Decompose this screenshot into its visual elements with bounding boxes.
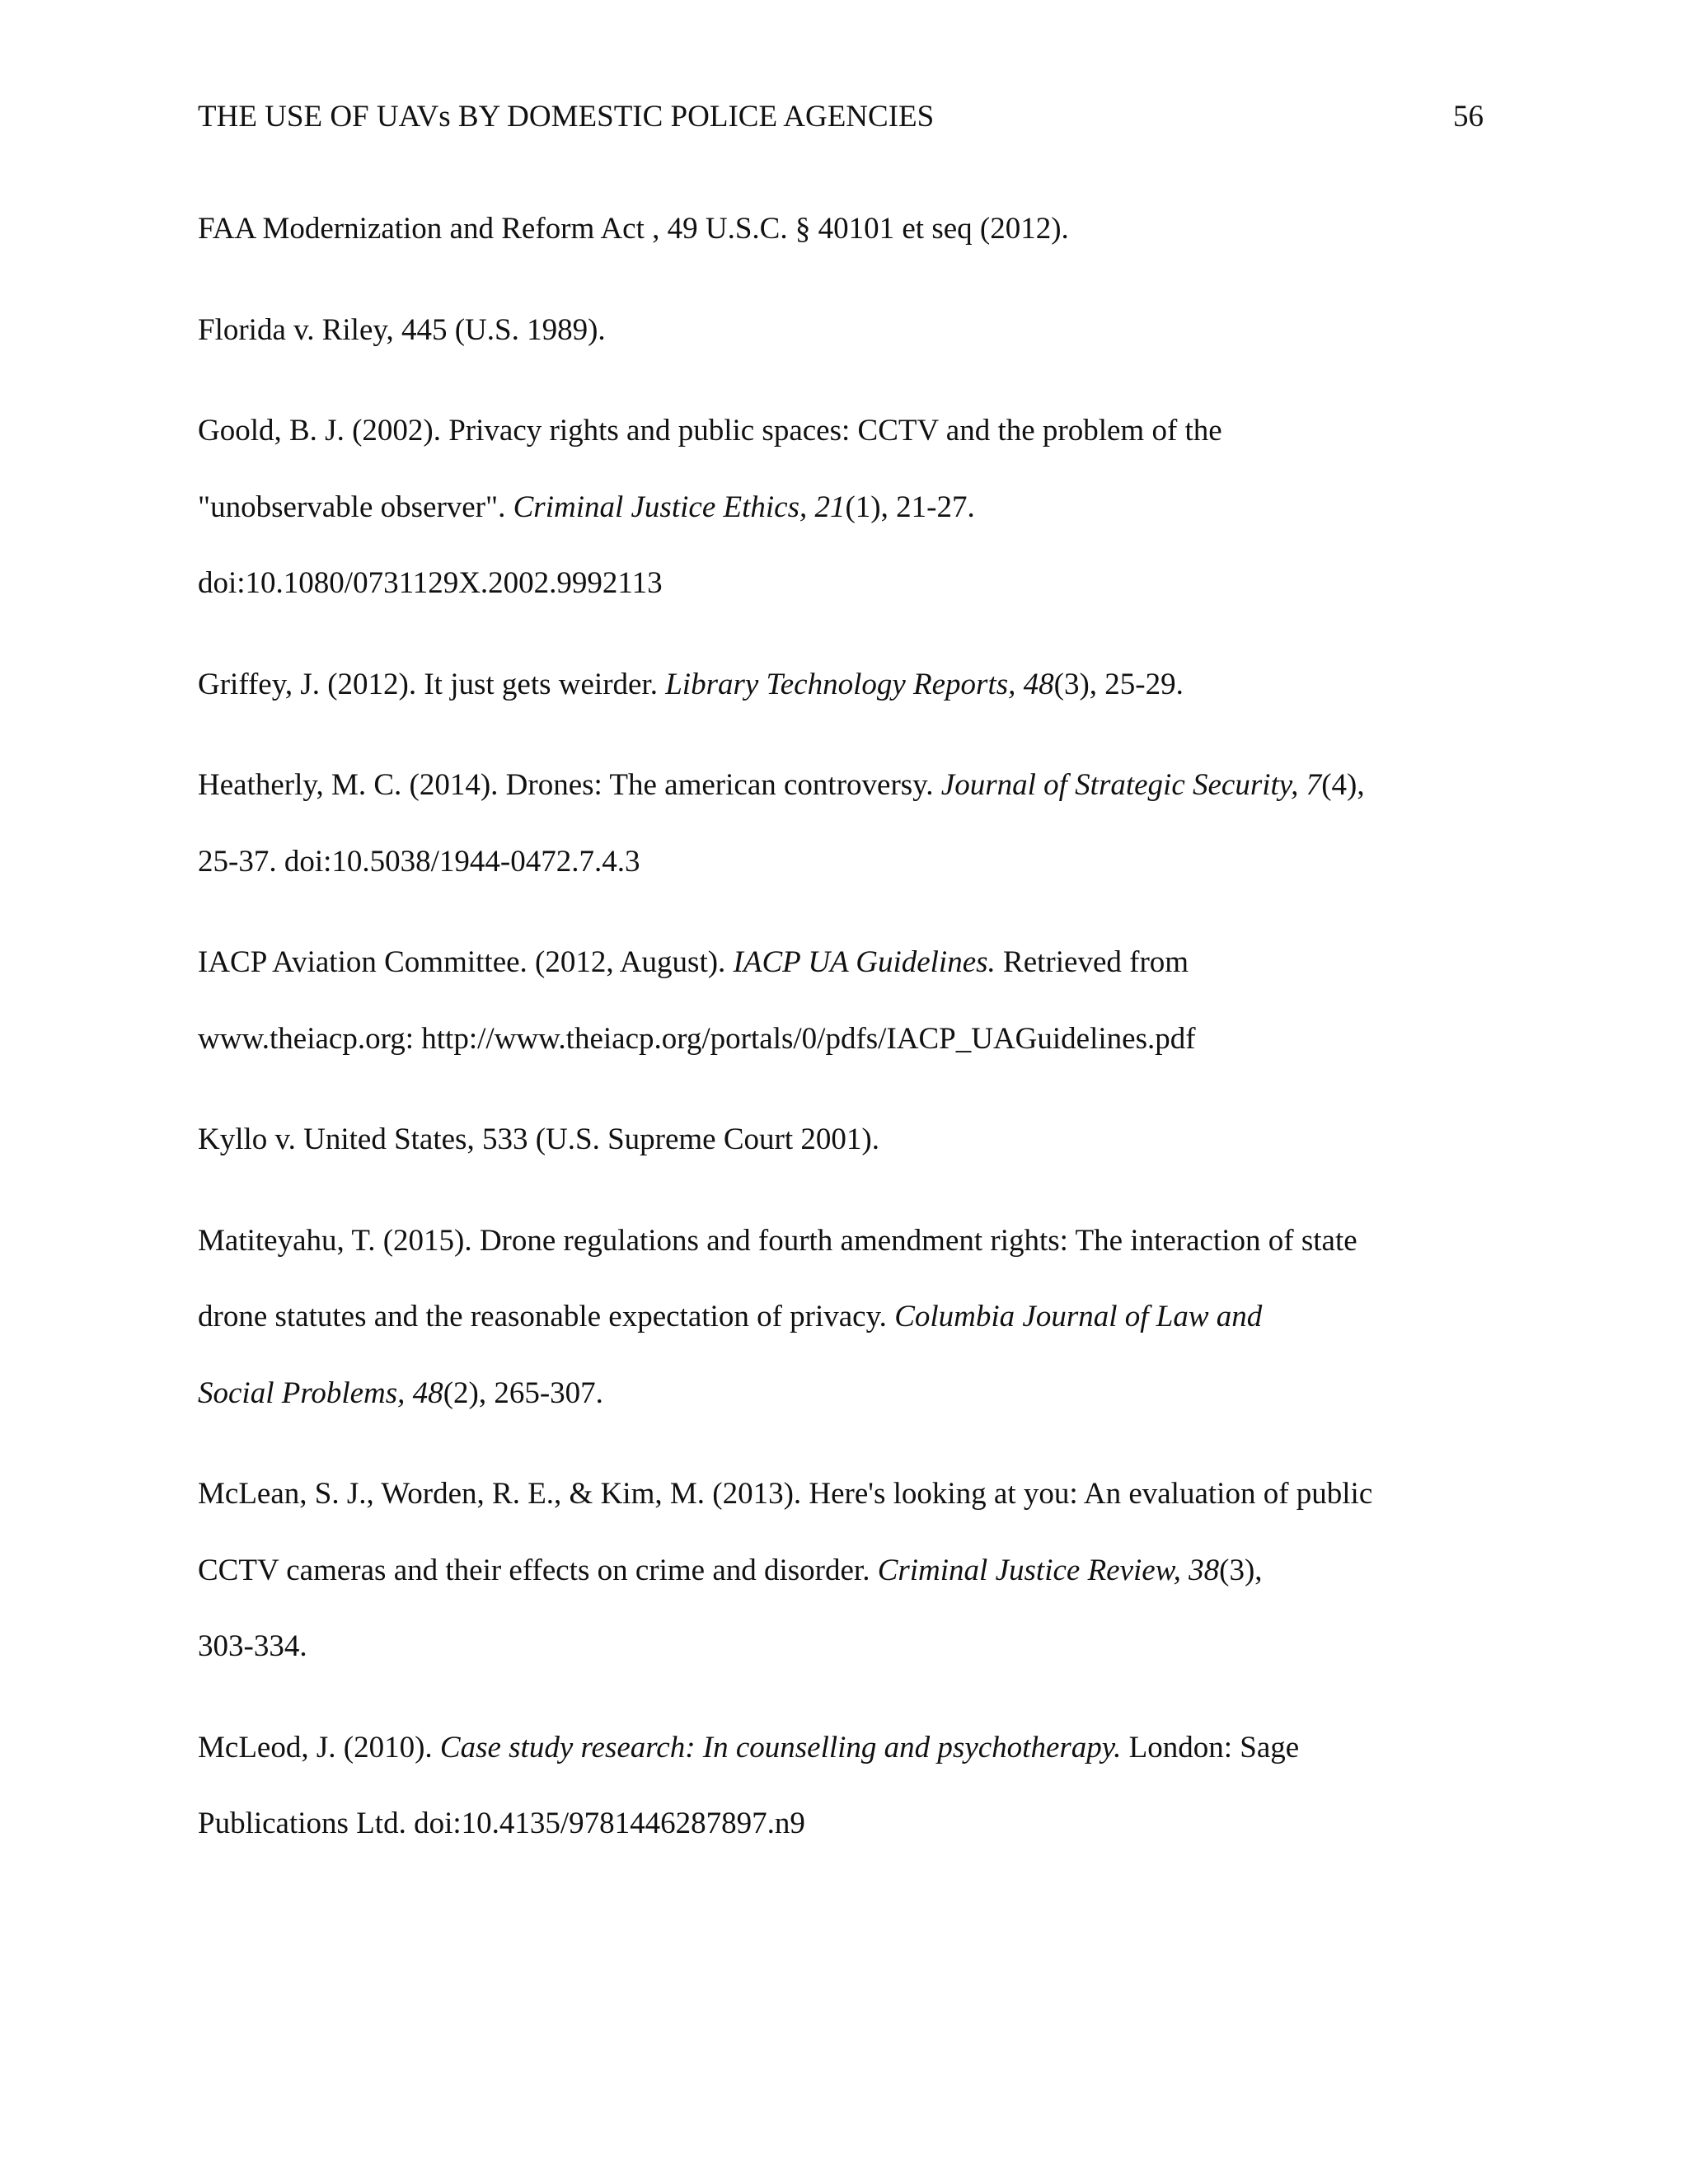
reference-text: www.theiacp.org: http://www.theiacp.org/portals/0/pdfs/IACP_UAGuidelines.pdf: [198, 1021, 1196, 1056]
reference-text: CCTV cameras and their effects on crime and disorder.: [198, 1553, 878, 1587]
reference-text: (3),: [1219, 1553, 1263, 1587]
reference-italic-text: Library Technology Reports, 48: [665, 667, 1054, 701]
reference-text: McLeod, J. (2010).: [198, 1730, 440, 1765]
reference-continuation-line: [198, 1609, 1490, 1685]
reference-italic-text: Social Problems, 48: [198, 1376, 443, 1410]
reference-continuation-line: [198, 824, 1490, 901]
reference-text: (3), 25-29.: [1053, 667, 1184, 701]
reference-text: Goold, B. J. (2002). Privacy rights and public spaces: CCTV and the problem of the: [198, 414, 1222, 448]
reference-continuation-line: [198, 1786, 1490, 1863]
reference-text: Florida v. Riley, 445 (U.S. 1989).: [198, 312, 606, 347]
reference-text: Retrieved from: [995, 945, 1189, 979]
reference-text: drone statutes and the reasonable expectation of privacy.: [198, 1300, 895, 1333]
reference-text: IACP Aviation Committee. (2012, August).: [198, 945, 734, 979]
reference-text: Matiteyahu, T. (2015). Drone regulations and fourth amendment rights: The interaction of state: [198, 1223, 1357, 1258]
reference-text: (4),: [1321, 768, 1365, 802]
reference-text: London: Sage: [1121, 1730, 1300, 1765]
reference-first-line: [198, 293, 1490, 369]
reference-first-line: [198, 1102, 1490, 1179]
reference-text: 25-37. doi:10.5038/1944-0472.7.4.3: [198, 844, 640, 879]
reference-first-line: [198, 1456, 1490, 1533]
reference-continuation-line: [198, 1356, 1490, 1432]
reference-entry: [198, 1710, 1490, 1863]
reference-entry: [198, 647, 1490, 724]
reference-entry: [198, 191, 1490, 268]
running-head: [198, 92, 1490, 142]
reference-first-line: [198, 393, 1490, 470]
reference-text: "unobservable observer".: [198, 490, 513, 524]
reference-text: McLean, S. J., Worden, R. E., & Kim, M. (2013). Here's looking at you: An evaluation of public: [198, 1477, 1373, 1511]
reference-text: Publications Ltd. doi:10.4135/9781446287897.n9: [198, 1807, 805, 1840]
reference-text: (2), 265-307.: [443, 1376, 603, 1410]
reference-first-line: [198, 1203, 1490, 1280]
reference-italic-text: Case study research: In counselling and psychotherapy.: [439, 1730, 1122, 1765]
reference-list: [198, 191, 1490, 1887]
reference-continuation-line: [198, 470, 1490, 546]
reference-text: Griffey, J. (2012). It just gets weirder.: [198, 667, 666, 701]
reference-text: Kyllo v. United States, 533 (U.S. Supreme Court 2001).: [198, 1122, 879, 1156]
reference-entry: [198, 1456, 1490, 1685]
reference-text: Heatherly, M. C. (2014). Drones: The american controversy.: [198, 768, 941, 802]
reference-first-line: [198, 647, 1490, 724]
reference-entry: [198, 748, 1490, 900]
reference-continuation-line: [198, 1533, 1490, 1610]
reference-first-line: [198, 748, 1490, 824]
reference-entry: [198, 1203, 1490, 1432]
reference-first-line: [198, 925, 1490, 1001]
reference-continuation-line: [198, 546, 1490, 622]
reference-italic-text: Criminal Justice Ethics, 21: [513, 490, 846, 524]
reference-text: doi:10.1080/0731129X.2002.9992113: [198, 566, 663, 600]
reference-entry: [198, 293, 1490, 369]
running-head-title: THE USE OF UAVs BY DOMESTIC POLICE AGENCIES: [198, 100, 935, 134]
reference-text: (1), 21-27.: [845, 490, 975, 524]
reference-italic-text: Journal of Strategic Security, 7: [940, 768, 1322, 802]
reference-entry: [198, 925, 1490, 1077]
reference-entry: [198, 393, 1490, 622]
page-number: 56: [1453, 100, 1484, 134]
reference-italic-text: IACP UA Guidelines.: [733, 945, 996, 979]
reference-entry: [198, 1102, 1490, 1179]
reference-text: 303-334.: [198, 1629, 307, 1663]
reference-first-line: [198, 1710, 1490, 1787]
reference-continuation-line: [198, 1001, 1490, 1078]
reference-first-line: [198, 191, 1490, 268]
reference-continuation-line: [198, 1279, 1490, 1356]
reference-text: FAA Modernization and Reform Act , 49 U.S.C. § 40101 et seq (2012).: [198, 212, 1069, 246]
reference-italic-text: Criminal Justice Review, 38: [877, 1553, 1220, 1587]
reference-italic-text: Columbia Journal of Law and: [894, 1300, 1263, 1333]
